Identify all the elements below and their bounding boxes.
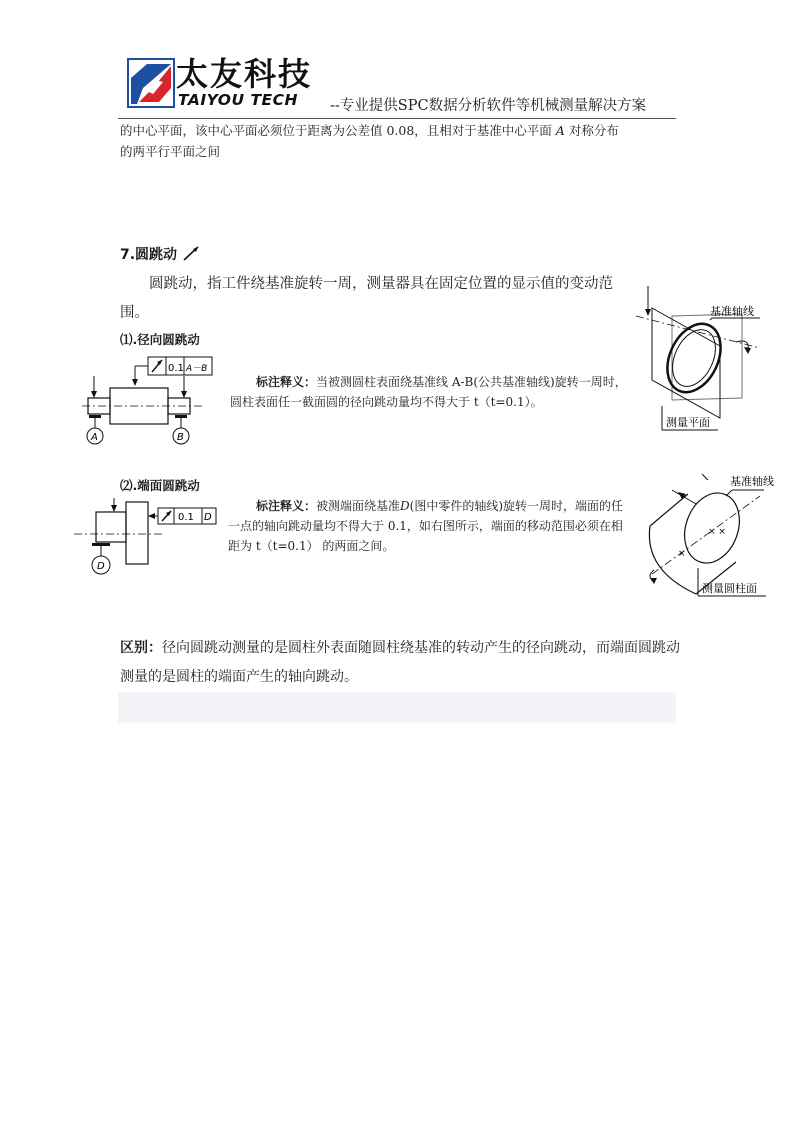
- axial-explanation: [228, 496, 634, 556]
- axial-expl-label: 标注释义：: [256, 499, 317, 513]
- logo-english-name: TAIYOU TECH: [178, 91, 298, 109]
- datum-a-italic: A: [555, 123, 565, 138]
- datum-d-label: D: [97, 561, 105, 572]
- section-intro: 圆跳动，指工件绕基准旋转一周，测量器具在固定位置的显示值的变动范围。: [120, 276, 613, 321]
- axial-runout-figure: [642, 470, 774, 600]
- svg-text:×: ×: [678, 549, 686, 559]
- continued-line2: 的两平行平面之间: [120, 144, 221, 159]
- shaded-band: [118, 692, 676, 723]
- radial-runout-figure: [632, 286, 764, 436]
- radial-frame-datum: A－B: [186, 364, 208, 374]
- radial-fig-plane-label: 测量平面: [666, 416, 710, 429]
- continued-paragraph: [120, 120, 680, 162]
- datum-a-label: A: [91, 432, 98, 443]
- difference-label: 区别：: [120, 640, 162, 656]
- axial-expl-text-b: (图中零件的轴线)旋转一周时，端面的任一点的轴向跳动量均不得大于 0.1，如右图所示，端面的移动范围必须在相距为 t（t=0.1） 的两面之间。: [228, 499, 624, 553]
- radial-frame-value: 0.1: [168, 363, 184, 374]
- axial-fig-surface-label: 测量圆柱面: [702, 582, 757, 595]
- axial-frame-value: 0.1: [178, 512, 194, 523]
- difference-paragraph: [120, 634, 680, 692]
- runout-symbol-icon: [182, 245, 202, 261]
- axial-frame-datum: D: [204, 512, 212, 523]
- header-divider: [118, 118, 676, 119]
- datum-b-label: B: [177, 432, 184, 443]
- axial-runout-drawing: [72, 498, 220, 580]
- axial-fig-axis-label: 基准轴线: [730, 475, 774, 488]
- continued-line1-end: 对称分布: [568, 123, 619, 138]
- radial-runout-title: ⑴.径向圆跳动: [120, 332, 200, 347]
- radial-expl-text: 当被测圆柱表面绕基准线 A-B(公共基准轴线)旋转一周时，圆柱表面任一截面圆的径向跳动量均不得大于 t（t=0.1）。: [230, 375, 627, 409]
- header-tagline: --专业提供SPC数据分析软件等机械测量解决方案: [330, 98, 647, 114]
- radial-explanation: [230, 372, 630, 412]
- axial-expl-text-a: 被测端面绕基准: [316, 499, 401, 513]
- logo-chinese-name: 太友科技: [176, 55, 313, 93]
- axial-runout-title: ⑵.端面圆跳动: [120, 478, 200, 493]
- continued-line1: 的中心平面，该中心平面必须位于距离为公差值 0.08，且相对于基准中心平面: [120, 123, 552, 138]
- section-title: [120, 244, 202, 264]
- axial-expl-datum: D: [400, 499, 410, 513]
- svg-text:× ×: × ×: [708, 527, 726, 537]
- radial-fig-axis-label: 基准轴线: [710, 305, 754, 318]
- radial-runout-drawing: [80, 352, 212, 448]
- section-title-text: 7.圆跳动: [120, 247, 178, 263]
- difference-text: 径向圆跳动测量的是圆柱外表面随圆柱绕基准的转动产生的径向跳动，而端面圆跳动测量的是圆柱的端面产生的轴向跳动。: [120, 640, 680, 685]
- radial-expl-label: 标注释义：: [256, 375, 317, 389]
- company-logo: [127, 58, 175, 108]
